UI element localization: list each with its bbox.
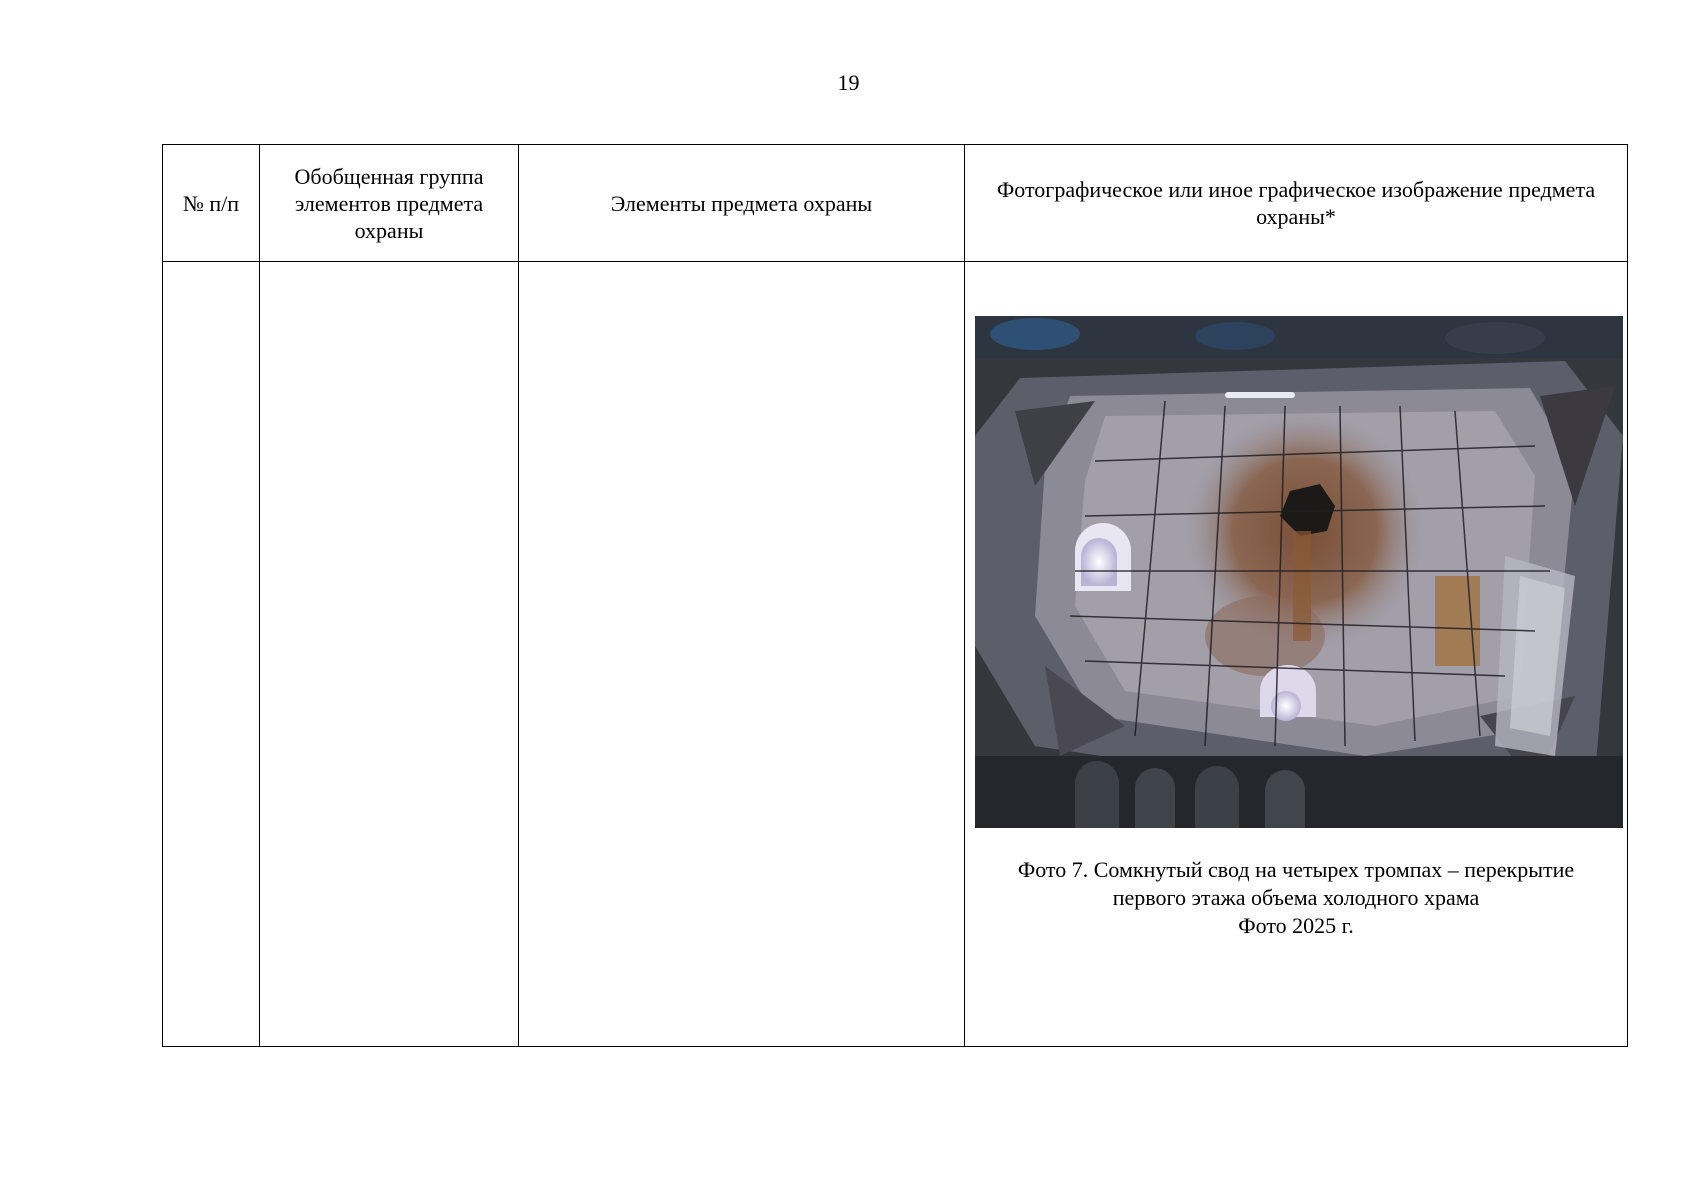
page-number: 19: [837, 70, 860, 95]
protection-table: [162, 144, 1628, 1047]
table-row: [163, 262, 1628, 1047]
caption-line-3: Фото 2025 г.: [1238, 913, 1354, 938]
header-group: Обобщенная группа элементов предмета охраны: [260, 145, 519, 262]
header-elements: Элементы предмета охраны: [519, 145, 965, 262]
cell-image: [965, 262, 1628, 1047]
header-number: № п/п: [163, 145, 260, 262]
caption-line-1: Фото 7. Сомкнутый свод на четырех тромпах – перекрытие: [1017, 857, 1575, 882]
cell-number: [163, 262, 260, 1047]
caption-line-2: первого этажа объема холодного храма: [1112, 885, 1480, 910]
vault-photo: [975, 316, 1623, 828]
table-header-row: [163, 145, 1628, 262]
cell-group: [260, 262, 519, 1047]
photo-caption: [965, 856, 1627, 940]
cell-elements: [519, 262, 965, 1047]
header-image: Фотографическое или иное графическое изображение предмета охраны*: [965, 145, 1628, 262]
